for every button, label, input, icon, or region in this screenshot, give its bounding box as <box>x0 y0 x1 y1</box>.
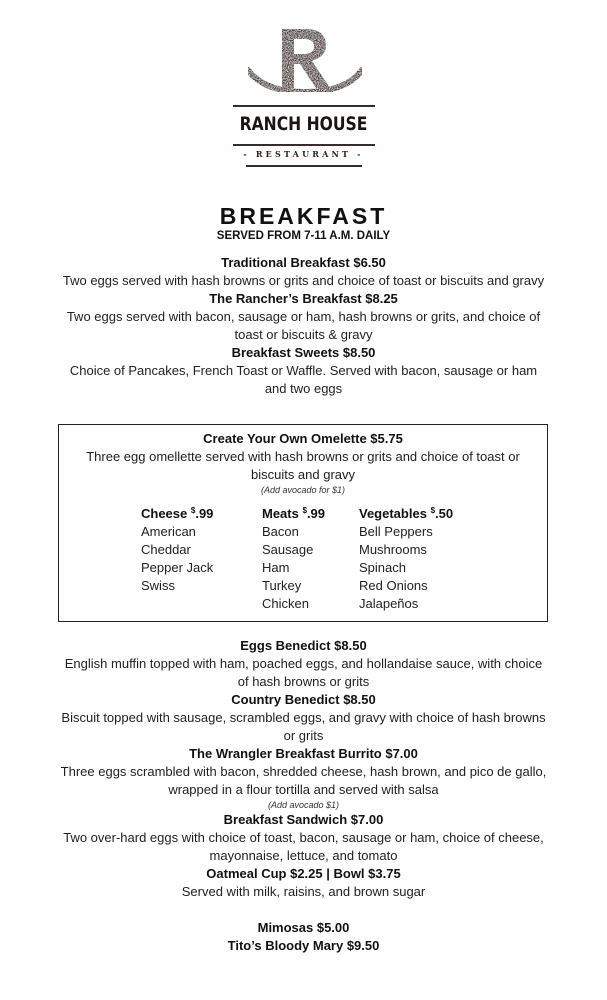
addon-header <box>359 505 453 523</box>
addon-column-meats <box>262 505 325 613</box>
addon-option: Turkey <box>262 578 302 593</box>
menu-item-description: Two eggs served with bacon, sausage or ham, hash browns or grits, and choice of toast or biscuits & gravy <box>66 309 541 342</box>
logo-divider-middle <box>233 144 375 146</box>
addon-price: .50 <box>435 506 454 521</box>
menu-item-description: English muffin topped with ham, poached eggs, and hollandaise sauce, with choice of hash browns or grits <box>64 656 543 689</box>
menu-item-name: Oatmeal Cup $2.25 | Bowl $3.75 <box>206 866 401 881</box>
menu-item-name: Eggs Benedict $8.50 <box>240 638 367 653</box>
addon-price: .99 <box>306 506 326 521</box>
addon-option: Red Onions <box>359 578 428 593</box>
omelette-name: Create Your Own Omelette $5.75 <box>203 431 403 446</box>
horseshoe-r-monogram-icon <box>244 26 366 98</box>
addon-currency: $ <box>302 506 307 515</box>
menu-item-description: Choice of Pancakes, French Toast or Waffle. Served with bacon, sausage or ham and two eggs <box>69 363 538 396</box>
menu-item-name: The Rancher’s Breakfast $8.25 <box>209 291 398 306</box>
restaurant-logo <box>0 0 607 180</box>
addon-label: Meats <box>262 506 299 521</box>
menu-item <box>0 811 607 865</box>
menu-item-description: Biscuit topped with sausage, scrambled eggs, and gravy with choice of hash browns or grits <box>61 710 546 743</box>
addon-option: Spinach <box>359 560 406 575</box>
logo-subtitle: - RESTAURANT - <box>243 149 364 159</box>
logo-divider-bottom <box>246 165 362 167</box>
addon-column-cheese <box>141 505 213 595</box>
addon-currency: $ <box>430 506 436 515</box>
addon-option: Chicken <box>262 596 309 611</box>
menu-item <box>0 254 607 290</box>
menu-item-description: Served with milk, raisins, and brown sugar <box>181 884 426 899</box>
menu-item <box>0 745 607 811</box>
menu-item-description: Two over-hard eggs with choice of toast, bacon, sausage or ham, choice of cheese, mayonnaise, lettuce, and tomato <box>63 830 544 863</box>
addon-currency: $ <box>190 506 196 515</box>
addon-option: Swiss <box>141 578 175 593</box>
section-subtitle: SERVED FROM 7-11 A.M. DAILY <box>216 230 391 242</box>
addon-option: Bell Peppers <box>359 524 433 539</box>
addon-option: Mushrooms <box>359 542 427 557</box>
drinks-list <box>0 919 607 955</box>
logo-divider-top <box>233 105 375 107</box>
addon-label: Vegetables <box>359 506 427 521</box>
logo-name: RANCH HOUSE <box>239 113 368 135</box>
section-title: BREAKFAST <box>219 203 388 229</box>
menu-item <box>0 865 607 901</box>
breakfast-menu-bottom <box>0 637 607 955</box>
addon-option: Jalapeños <box>359 596 419 611</box>
omelette-description: Three egg omellette served with hash browns or grits and choice of toast or biscuits and gravy <box>86 449 520 482</box>
addon-option: American <box>141 524 196 539</box>
addon-header <box>262 505 325 523</box>
menu-item-name: Breakfast Sweets $8.50 <box>231 345 376 360</box>
menu-item-note: (Add avocado $1) <box>267 800 340 810</box>
menu-item-name: Breakfast Sandwich $7.00 <box>223 812 384 827</box>
menu-item-name: The Wrangler Breakfast Burrito $7.00 <box>189 746 418 761</box>
menu-item <box>0 637 607 691</box>
menu-item-description: Three eggs scrambled with bacon, shredded cheese, hash brown, and pico de gallo, wrapped in a flour tortilla and served with salsa <box>60 764 547 797</box>
menu-item <box>0 691 607 745</box>
menu-item-description: Two eggs served with hash browns or grits and choice of toast or biscuits and gravy <box>62 273 545 288</box>
addon-column-vegetables <box>359 505 453 613</box>
addon-header <box>141 505 213 523</box>
addon-option: Cheddar <box>141 542 191 557</box>
menu-item-name: Country Benedict $8.50 <box>231 692 376 707</box>
menu-item <box>0 344 607 398</box>
addon-label: Cheese <box>141 506 188 521</box>
menu-item <box>0 290 607 344</box>
addon-option: Bacon <box>262 524 299 539</box>
drink-item: Mimosas $5.00 <box>257 920 350 935</box>
omelette-note: (Add avocado for $1) <box>260 485 346 495</box>
addon-option: Ham <box>262 560 290 575</box>
addon-option: Sausage <box>262 542 314 557</box>
breakfast-menu-top <box>0 203 607 398</box>
drink-item: Tito’s Bloody Mary $9.50 <box>227 938 380 953</box>
addon-price: .99 <box>195 506 214 521</box>
menu-item-name: Traditional Breakfast $6.50 <box>221 255 386 270</box>
addon-option: Pepper Jack <box>141 560 214 575</box>
omelette-box <box>58 424 548 622</box>
